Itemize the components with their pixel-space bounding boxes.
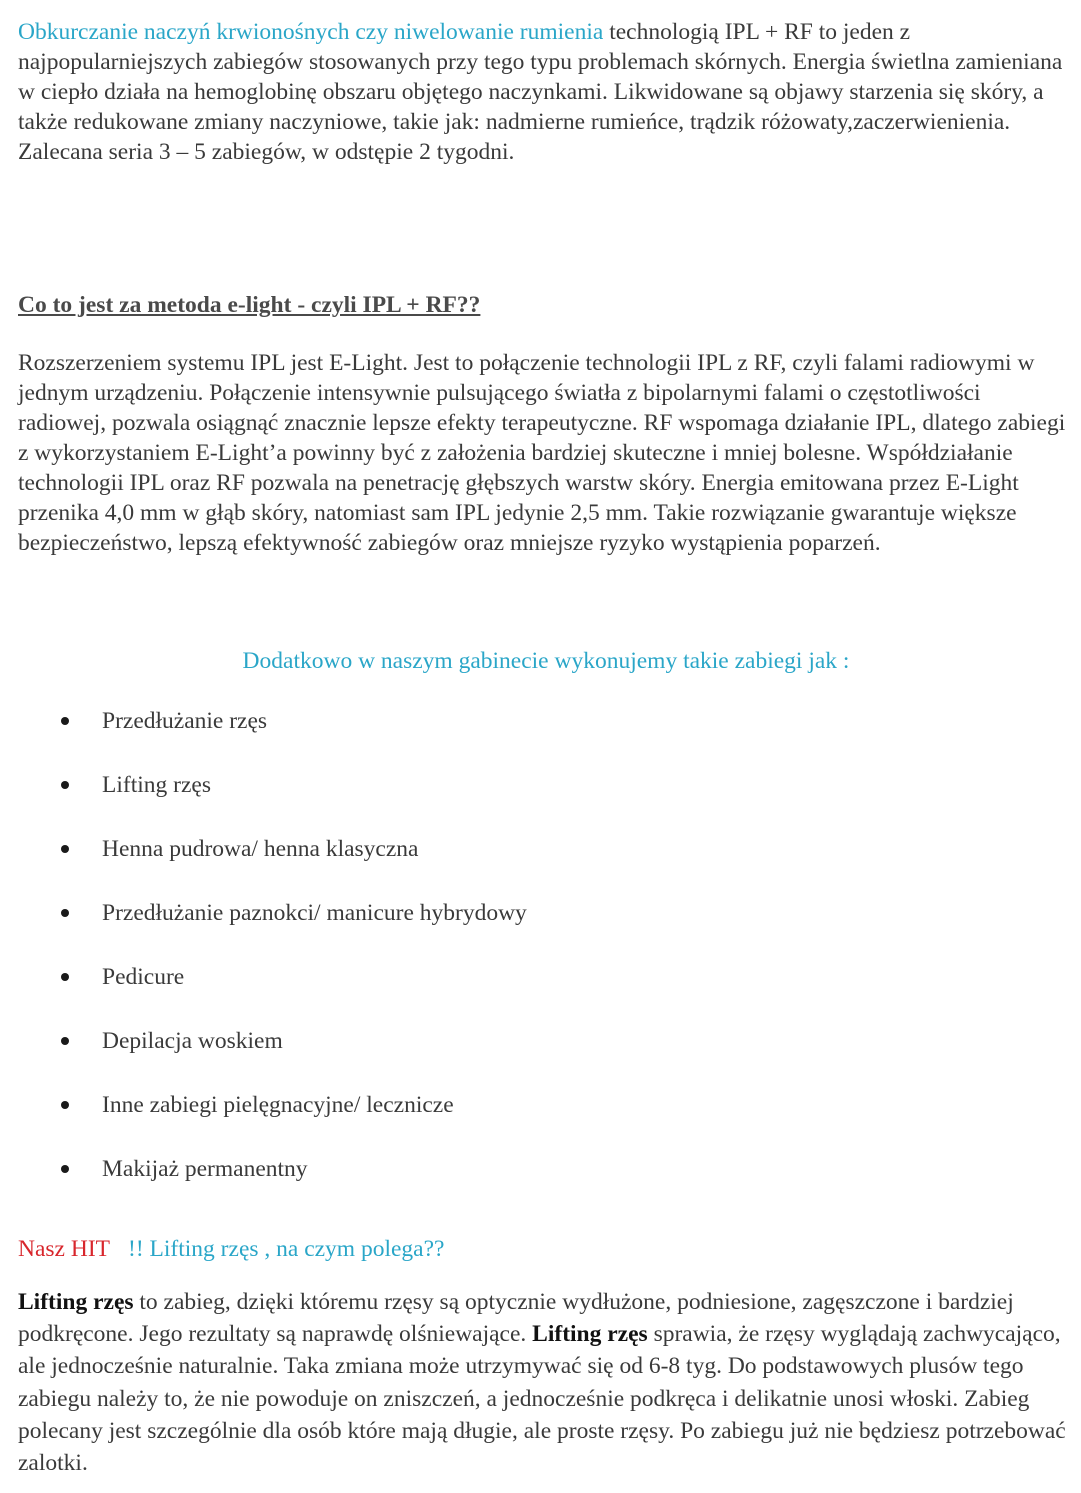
service-label: Henna pudrowa/ henna klasyczna bbox=[102, 836, 419, 862]
list-item bbox=[18, 1154, 527, 1218]
list-item bbox=[18, 1026, 527, 1090]
lifting-paragraph bbox=[18, 1286, 1074, 1479]
list-item bbox=[18, 706, 527, 770]
list-item bbox=[18, 834, 527, 898]
services-heading: Dodatkowo w naszym gabinecie wykonujemy takie zabiegi jak : bbox=[242, 648, 850, 674]
list-item bbox=[18, 898, 527, 962]
service-label: Przedłużanie rzęs bbox=[102, 708, 268, 734]
lifting-term: Lifting rzęs bbox=[18, 1289, 134, 1315]
list-item bbox=[18, 962, 527, 1026]
lifting-term: Lifting rzęs bbox=[532, 1321, 648, 1348]
services-list bbox=[18, 706, 527, 1218]
intro-highlight: Obkurczanie naczyń krwionośnych czy niwelowanie rumienia bbox=[18, 19, 604, 45]
list-item bbox=[18, 770, 527, 834]
list-item bbox=[18, 1090, 527, 1154]
hit-label: Nasz HIT bbox=[18, 1236, 111, 1262]
elight-heading: Co to jest za metoda e-light - czyli IPL + RF?? bbox=[18, 292, 481, 318]
intro-paragraph bbox=[18, 17, 1074, 167]
service-label: Lifting rzęs bbox=[102, 772, 211, 798]
service-label: Przedłużanie paznokci/ manicure hybrydowy bbox=[102, 900, 527, 926]
lifting-text-1: to zabieg, dzięki któremu rzęsy są optycznie wydłużone, podniesione, zagęszczone i bardziej podkręcone. Jego rezultaty są naprawdę olśniewające. bbox=[18, 1289, 1014, 1348]
hit-question: !! Lifting rzęs , na czym polega?? bbox=[128, 1236, 445, 1262]
intro-text: technologią IPL + RF to jeden z najpopularniejszych zabiegów stosowanych przy tego typu problemach skórnych. Energia świetlna zamieniana w ciepło działa na hemoglobinę obszaru objętego naczynkami. Likwidowane są objawy starzenia się skóry, a także redukowane zmiany naczyniowe, takie jak: nadmierne rumieńce, trądzik różowaty,zaczerwienienia. Zalecana seria 3 – 5 zabiegów, w odstępie 2 tygodni. bbox=[18, 19, 1063, 165]
lifting-text-2: sprawia, że rzęsy wyglądają zachwycająco, ale jednocześnie naturalnie. Taka zmiana może utrzymywać się od 6-8 tyg. Do podstawowych plusów tego zabiegu należy to, że nie powoduje on zniszczeń, a jednocześnie podkręca i delikatnie unosi włoski. Zabieg polecany jest szczególnie dla osób które mają długie, ale proste rzęsy. Po zabiegu już nie będziesz potrzebować zalotki. bbox=[18, 1321, 1066, 1477]
service-label: Inne zabiegi pielęgnacyjne/ lecznicze bbox=[102, 1092, 454, 1118]
hit-heading bbox=[18, 1234, 444, 1264]
service-label: Pedicure bbox=[102, 964, 185, 990]
elight-paragraph: Rozszerzeniem systemu IPL jest E-Light. Jest to połączenie technologii IPL z RF, czyli falami radiowymi w jednym urządzeniu. Połączenie intensywnie pulsującego światła z bipolarnymi falami o częstotliwości radiowej, pozwala osiągnąć znacznie lepsze efekty terapeutyczne. RF wspomaga działanie IPL, dlatego zabiegi z wykorzystaniem E-Light’a powinny być z założenia bardziej skuteczne i mniej bolesne. Współdziałanie technologii IPL oraz RF pozwala na penetrację głębszych warstw skóry. Energia emitowana przez E-Light przenika 4,0 mm w głąb skóry, natomiast sam IPL jedynie 2,5 mm. Takie rozwiązanie gwarantuje większe bezpieczeństwo, lepszą efektywność zabiegów oraz mniejsze ryzyko wystąpienia poparzeń. bbox=[18, 350, 1066, 556]
service-label: Depilacja woskiem bbox=[102, 1028, 283, 1054]
service-label: Makijaż permanentny bbox=[102, 1156, 308, 1182]
